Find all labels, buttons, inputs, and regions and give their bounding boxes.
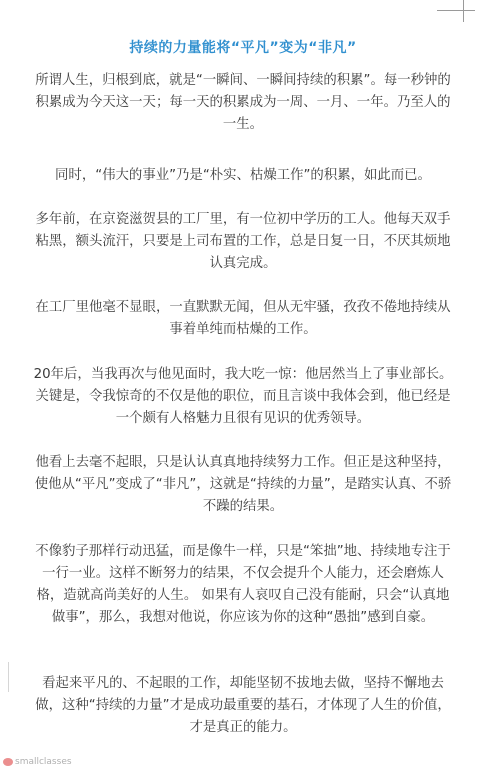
paragraph-6: 他看上去毫不起眼，只是认认真真地持续努力工作。但正是这种坚持，使他从“平凡”变成了“非凡”，这就是“持续的力量”，是踏实认真、不骄不躁的结果。 bbox=[34, 455, 452, 514]
paragraph-1: 所谓人生，归根到底，就是“一瞬间、一瞬间持续的积累”。每一秒钟的积累成为今天这一天；每一天的积累成为一周、一月、一年。乃至人的一生。 bbox=[35, 73, 451, 132]
crop-mark bbox=[463, 0, 464, 22]
article-title: 持续的力量能将“平凡”变为“非凡” bbox=[129, 40, 357, 56]
paragraph-3: 多年前，在京瓷滋贺县的工厂里，有一位初中学历的工人。他每天双手粘黑，额头流汗，只要是上司布置的工作，总是日复一日，不厌其烦地认真完成。 bbox=[35, 212, 451, 271]
crop-mark bbox=[437, 10, 475, 11]
watermark-text: smallclasses bbox=[15, 757, 72, 767]
paragraph-2: 同时，“伟大的事业”乃是“朴实、枯燥工作”的积累，如此而已。 bbox=[55, 168, 431, 183]
margin-line bbox=[8, 662, 9, 692]
paragraph-8: 看起来平凡的、不起眼的工作，却能坚韧不拔地去做，坚持不懈地去做，这种“持续的力量”才是成功最重要的基石，才体现了人生的价值，才是真正的能力。 bbox=[35, 676, 451, 735]
weibo-icon bbox=[3, 758, 13, 766]
paragraph-5: 20年后，当我再次与他见面时，我大吃一惊：他居然当上了事业部长。关键是，令我惊奇的不仅是他的职位，而且言谈中我体会到，他已经是一个颇有人格魅力且很有见识的优秀领导。 bbox=[33, 367, 453, 426]
paragraph-4: 在工厂里他毫不显眼，一直默默无闻，但从无牢骚，孜孜不倦地持续从事着单纯而枯燥的工作。 bbox=[35, 300, 451, 337]
paragraph-7: 不像豹子那样行动迅猛，而是像牛一样，只是“笨拙”地、持续地专注于一行一业。这样不断努力的结果，不仅会提升个人能力，还会磨炼人格，造就高尚美好的人生。 如果有人哀叹自己没有能耐，只会“认真地做事”，那么，我想对他说，你应该为你的这种“愚拙”感到自豪。 bbox=[35, 544, 451, 625]
watermark bbox=[3, 757, 72, 767]
